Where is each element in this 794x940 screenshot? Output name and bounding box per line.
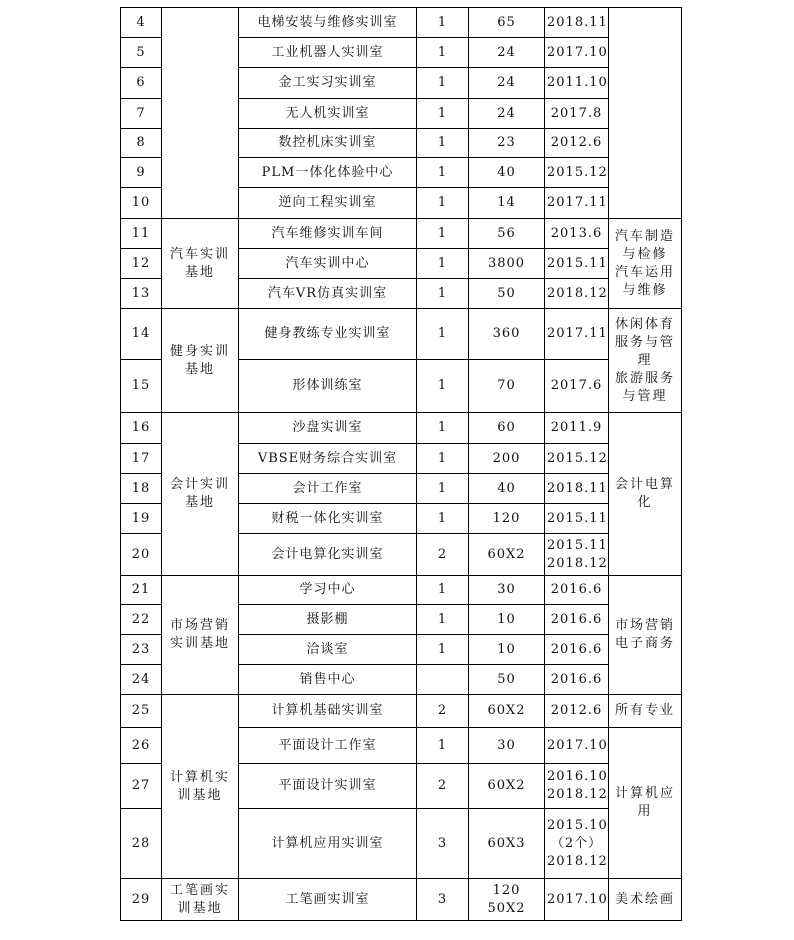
text-line: 2017.11: [547, 326, 608, 341]
build-date: [545, 605, 609, 635]
build-date: [545, 68, 609, 99]
room-quantity: 1: [417, 249, 469, 279]
room-quantity: 1: [417, 309, 469, 360]
room-name: 汽车实训中心: [239, 249, 417, 279]
row-number: 28: [121, 809, 162, 879]
text-line: 60X2: [487, 546, 526, 562]
room-name: 洽谈室: [239, 635, 417, 665]
row-number: 25: [121, 695, 162, 728]
room-quantity: 1: [417, 474, 469, 504]
room-area: [469, 68, 545, 99]
room-quantity: 1: [417, 635, 469, 665]
room-quantity: 1: [417, 728, 469, 764]
text-line: 与检修: [622, 246, 668, 262]
table-row: [121, 695, 682, 728]
room-area: [469, 879, 545, 921]
text-line: 基地: [184, 264, 215, 280]
room-quantity: 3: [417, 809, 469, 879]
room-area: [469, 444, 545, 474]
text-line: 训基地: [177, 900, 223, 916]
room-area: [469, 504, 545, 534]
text-line: 市场营销: [614, 618, 675, 633]
room-quantity: 2: [417, 695, 469, 728]
room-area: [469, 360, 545, 413]
text-line: 2011.10: [547, 75, 608, 90]
text-line: 2018.11: [547, 480, 608, 496]
text-line: 实训基地: [169, 636, 230, 651]
text-line: 2015.11: [547, 510, 608, 526]
room-name: 逆向工程实训室: [239, 188, 417, 219]
text-line: 40: [497, 480, 516, 496]
row-number: 4: [121, 8, 162, 38]
text-line: 65: [497, 14, 516, 30]
room-area: [469, 309, 545, 360]
build-date: [545, 158, 609, 188]
text-line: 24: [497, 105, 516, 121]
room-name: 会计电算化实训室: [239, 534, 417, 576]
text-line: 训基地: [177, 787, 223, 803]
row-number: 18: [121, 474, 162, 504]
text-line: 市场营销: [169, 618, 230, 633]
text-line: 40: [497, 164, 516, 180]
room-quantity: 1: [417, 158, 469, 188]
row-number: 27: [121, 764, 162, 809]
text-line: （2个）: [550, 835, 603, 851]
build-date: [545, 504, 609, 534]
text-line: 2015.11: [547, 255, 608, 271]
text-line: 120: [492, 882, 521, 898]
served-major: [609, 695, 682, 728]
room-area: [469, 413, 545, 444]
build-date: [545, 474, 609, 504]
text-line: 70: [497, 378, 516, 393]
build-date: [545, 809, 609, 879]
text-line: 120: [492, 510, 521, 526]
text-line: 2017.8: [550, 105, 603, 121]
build-date: [545, 99, 609, 129]
served-major: [609, 576, 682, 695]
build-date: [545, 219, 609, 249]
text-line: 理: [637, 352, 653, 368]
room-name: 学习中心: [239, 576, 417, 605]
row-number: 7: [121, 99, 162, 129]
room-name: 会计工作室: [239, 474, 417, 504]
room-quantity: 1: [417, 504, 469, 534]
room-area: [469, 665, 545, 695]
room-quantity: 1: [417, 188, 469, 219]
text-line: 与管理: [622, 388, 668, 404]
build-date: [545, 413, 609, 444]
text-line: 2018.11: [547, 14, 608, 30]
text-line: 基地: [184, 495, 215, 510]
text-line: 2018.12: [547, 555, 608, 571]
room-quantity: 2: [417, 764, 469, 809]
text-line: 2018.12: [547, 853, 608, 869]
room-quantity: 1: [417, 68, 469, 99]
room-quantity: 1: [417, 605, 469, 635]
room-name: VBSE财务综合实训室: [239, 444, 417, 474]
text-line: 50X2: [487, 900, 526, 916]
room-quantity: 1: [417, 219, 469, 249]
build-date: [545, 764, 609, 809]
row-number: 9: [121, 158, 162, 188]
text-line: 2017.10: [547, 737, 608, 753]
text-line: 24: [497, 75, 516, 90]
build-date: [545, 129, 609, 158]
served-major: [609, 8, 682, 219]
text-line: 50: [497, 285, 516, 301]
build-date: [545, 8, 609, 38]
text-line: 2018.12: [547, 285, 608, 301]
build-date: [545, 360, 609, 413]
table-row: [121, 413, 682, 444]
room-area: [469, 219, 545, 249]
room-name: 汽车维修实训车间: [239, 219, 417, 249]
text-line: 2016.6: [550, 582, 603, 597]
text-line: 2015.12: [547, 450, 608, 466]
room-quantity: 1: [417, 8, 469, 38]
room-name: 平面设计工作室: [239, 728, 417, 764]
text-line: 30: [497, 737, 516, 753]
text-line: 2017.11: [547, 195, 608, 210]
table-row: [121, 879, 682, 921]
room-area: [469, 279, 545, 309]
room-name: 汽车VR仿真实训室: [239, 279, 417, 309]
text-line: 计算机应: [614, 786, 675, 801]
build-date: [545, 695, 609, 728]
room-quantity: 1: [417, 413, 469, 444]
text-line: 50: [497, 671, 516, 687]
served-major: [609, 879, 682, 921]
room-name: 数控机床实训室: [239, 129, 417, 158]
text-line: 10: [497, 611, 516, 627]
room-quantity: 3: [417, 879, 469, 921]
room-name: 计算机应用实训室: [239, 809, 417, 879]
room-quantity: 1: [417, 38, 469, 68]
row-number: 10: [121, 188, 162, 219]
text-line: 汽车实训: [169, 246, 230, 262]
text-line: 基地: [184, 361, 215, 377]
text-line: 电子商务: [614, 636, 675, 651]
text-line: 2018.12: [547, 787, 608, 802]
text-line: 服务与管: [614, 334, 675, 350]
room-name: 财税一体化实训室: [239, 504, 417, 534]
training-base: [162, 413, 239, 576]
room-quantity: 2: [417, 534, 469, 576]
text-line: 2016.6: [550, 671, 603, 687]
text-line: 用: [637, 804, 653, 819]
room-name: 销售中心: [239, 665, 417, 695]
build-date: [545, 728, 609, 764]
training-base: [162, 309, 239, 413]
text-line: 会计实训: [169, 477, 230, 492]
row-number: 14: [121, 309, 162, 360]
build-date: [545, 665, 609, 695]
room-name: 摄影棚: [239, 605, 417, 635]
text-line: 60X2: [487, 778, 526, 793]
row-number: 22: [121, 605, 162, 635]
row-number: 24: [121, 665, 162, 695]
text-line: 休闲体育: [614, 316, 675, 332]
table-row: [121, 309, 682, 360]
build-date: [545, 444, 609, 474]
room-area: [469, 534, 545, 576]
table-body: [121, 8, 682, 921]
room-area: [469, 249, 545, 279]
room-area: [469, 605, 545, 635]
room-quantity: 1: [417, 360, 469, 413]
row-number: 13: [121, 279, 162, 309]
room-area: [469, 809, 545, 879]
text-line: 健身实训: [169, 343, 230, 359]
text-line: 200: [492, 450, 521, 466]
build-date: [545, 635, 609, 665]
text-line: 23: [497, 135, 516, 150]
room-area: [469, 474, 545, 504]
build-date: [545, 279, 609, 309]
room-area: [469, 129, 545, 158]
room-area: [469, 764, 545, 809]
text-line: 14: [497, 195, 516, 210]
room-name: 计算机基础实训室: [239, 695, 417, 728]
text-line: 工笔画实: [169, 882, 230, 898]
row-number: 20: [121, 534, 162, 576]
training-base: [162, 8, 239, 219]
table-row: [121, 576, 682, 605]
build-date: [545, 188, 609, 219]
training-base: [162, 879, 239, 921]
room-quantity: [417, 665, 469, 695]
text-line: 2016.6: [550, 611, 603, 627]
room-quantity: 1: [417, 129, 469, 158]
text-line: 2015.12: [547, 164, 608, 180]
training-base: [162, 695, 239, 879]
text-line: 10: [497, 641, 516, 657]
text-line: 2015.10: [547, 817, 608, 833]
served-major: [609, 728, 682, 879]
text-line: 与维修: [622, 282, 668, 298]
text-line: 60: [497, 420, 516, 435]
text-line: 会计电算: [614, 477, 675, 492]
text-line: 汽车制造: [614, 228, 675, 244]
room-quantity: 1: [417, 576, 469, 605]
text-line: 2017.10: [547, 44, 608, 60]
room-area: [469, 728, 545, 764]
row-number: 5: [121, 38, 162, 68]
build-date: [545, 38, 609, 68]
row-number: 17: [121, 444, 162, 474]
row-number: 8: [121, 129, 162, 158]
row-number: 29: [121, 879, 162, 921]
text-line: 2013.6: [550, 225, 603, 241]
build-date: [545, 249, 609, 279]
build-date: [545, 576, 609, 605]
served-major: [609, 413, 682, 576]
room-name: 健身教练专业实训室: [239, 309, 417, 360]
room-name: 工业机器人实训室: [239, 38, 417, 68]
text-line: 2012.6: [550, 135, 603, 150]
table-row: [121, 219, 682, 249]
row-number: 6: [121, 68, 162, 99]
text-line: 2017.10: [547, 891, 608, 907]
text-line: 计算机实: [169, 769, 230, 785]
room-name: 平面设计实训室: [239, 764, 417, 809]
room-name: 沙盘实训室: [239, 413, 417, 444]
build-date: [545, 309, 609, 360]
text-line: 2017.6: [550, 378, 603, 393]
text-line: 旅游服务: [614, 370, 675, 386]
text-line: 24: [497, 44, 516, 60]
room-area: [469, 695, 545, 728]
text-line: 2016.10: [547, 769, 608, 784]
text-line: 美术绘画: [614, 891, 675, 907]
row-number: 11: [121, 219, 162, 249]
room-quantity: 1: [417, 279, 469, 309]
text-line: 化: [637, 495, 653, 510]
room-name: PLM一体化体验中心: [239, 158, 417, 188]
room-area: [469, 8, 545, 38]
text-line: 2015.11: [547, 537, 608, 553]
text-line: 30: [497, 582, 516, 597]
served-major: [609, 219, 682, 309]
build-date: [545, 879, 609, 921]
room-area: [469, 188, 545, 219]
row-number: 23: [121, 635, 162, 665]
text-line: 所有专业: [614, 703, 675, 718]
text-line: 60X3: [487, 835, 526, 851]
build-date: [545, 534, 609, 576]
text-line: 56: [497, 225, 516, 241]
text-line: 2012.6: [550, 703, 603, 718]
training-base: [162, 219, 239, 309]
training-base: [162, 576, 239, 695]
text-line: 汽车运用: [614, 264, 675, 280]
served-major: [609, 309, 682, 413]
text-line: 3800: [487, 255, 526, 271]
room-quantity: 1: [417, 444, 469, 474]
row-number: 16: [121, 413, 162, 444]
text-line: 2016.6: [550, 641, 603, 657]
row-number: 21: [121, 576, 162, 605]
room-name: 电梯安装与维修实训室: [239, 8, 417, 38]
training-facilities-table: [120, 7, 682, 921]
text-line: 2011.9: [550, 420, 603, 435]
table-row: [121, 8, 682, 38]
room-name: 金工实习实训室: [239, 68, 417, 99]
room-name: 无人机实训室: [239, 99, 417, 129]
row-number: 26: [121, 728, 162, 764]
room-area: [469, 38, 545, 68]
room-area: [469, 99, 545, 129]
text-line: 360: [492, 326, 521, 341]
text-line: 60X2: [487, 703, 526, 718]
row-number: 15: [121, 360, 162, 413]
room-name: 形体训练室: [239, 360, 417, 413]
room-quantity: 1: [417, 99, 469, 129]
room-name: 工笔画实训室: [239, 879, 417, 921]
room-area: [469, 635, 545, 665]
room-area: [469, 576, 545, 605]
room-area: [469, 158, 545, 188]
row-number: 12: [121, 249, 162, 279]
row-number: 19: [121, 504, 162, 534]
